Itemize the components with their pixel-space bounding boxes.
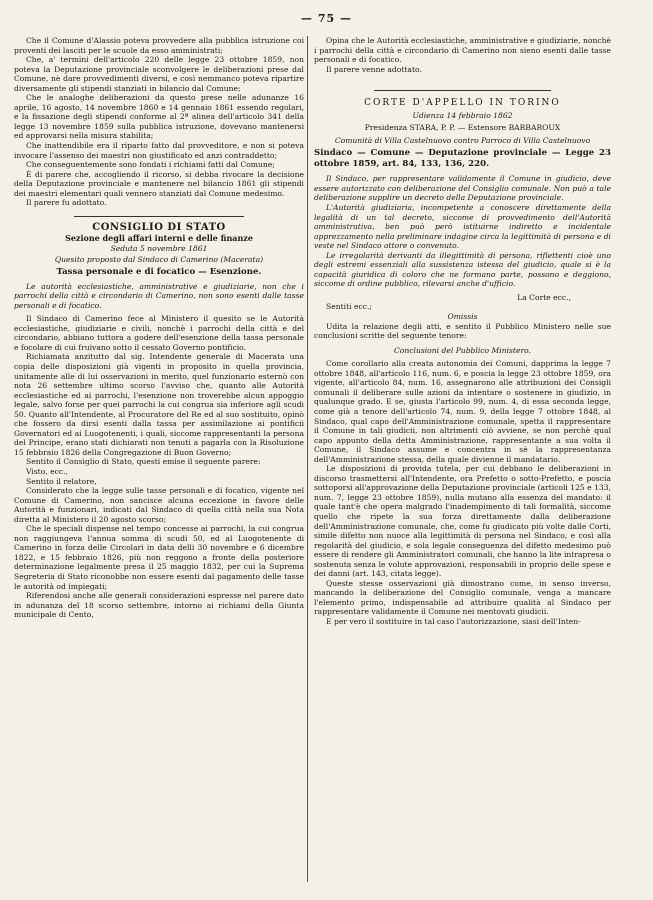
paragraph: Che le analoghe deliberazioni da questo prese nelle adunanze 16 aprile, 16 agosto, 14 novembre 1860 e 14 gennaio 1861 essendo regolari, e la fissazione degli stipendi conforme al 2ª alinea dell'articolo 341 della legge 13 novembre 1859 sulla pubblica istruzione, dovevano mantenersi ed approvarsi nella misura stabilita; [14, 93, 304, 141]
paragraph: Sentito il Consiglio di Stato, questi emise il seguente parere: [26, 457, 261, 467]
omissis: Omissis [447, 312, 478, 322]
maxim: Le irregolarità derivanti da illegittimità di persona, riflettenti cioè uno degli estremi essenziali alla sussistenza istessa del giudicio, quale si è la capacità giuridica di coloro che ne formano parte, possono e deggiono, siccome di ordine pubblico, rilevarsi anche d'ufficio. [314, 250, 611, 289]
paragraph: Le disposizioni di provida tutela, per cui debbano le deliberazioni in discorso trasmettersi all'Intendente, ora Prefetto o sotto-Prefetto, e poscia sottoporsi all'approvazione della Deputazione provinciale (articoli 125 e 133, num. 7, legge 23 ottobre 1859), nulla mutano alla essenza del mandato: il quale tant'è che opera malgrado l'inadempimento di tali formalità, siccome quello che ripete la sua forza direttamente dalla deliberazione dell'Amministrazione comunale, che, come fu giudicato più volte dalle Corti, simile difetto non nuoce alla legittimità di persona nel Sindaco, e così alla regolarità del giudicio, e sola legale conseguenza del difetto medesimo può essere di rendere gli Amministratori comunali, che hanno la lite intrapresa o sostenuta senza le volute approvazioni, responsabili in proprio delle spese e dei danni (art. 143, citata legge). [314, 464, 611, 579]
maxim: Il Sindaco, per rappresentare validamente il Comune in giudicio, deve essere autorizzato con deliberazione del Consiglio comunale. Non può a tale deliberazione supplire un decreto della Deputazione provinciale. [314, 174, 611, 203]
paragraph: È di parere che, accogliendo il ricorso, si debba rivocare la decisione della Deputazione provinciale e mantenere nel bilancio 1861 gli stipendi dei maestri elementari quali vennero stanziati dal Comune medesimo. [14, 169, 304, 198]
paragraph: Che inattendibile era il riparto fatto dal provveditore, e non si poteva invocare l'assenso dei maestri non giustificato ed anzi contraddetto; [14, 141, 304, 160]
section-divider [374, 90, 551, 91]
paragraph: Opina che le Autorità ecclesiastiche, amministrative e giudiziarie, nonchè i parrochi della città e circondario di Camerino non sieno esenti dalle tasse personali e di focatico. [314, 36, 611, 65]
parties-line: Comunità di Villa Castelnuovo contro Parroco di Villa Castelnuovo [334, 135, 591, 145]
paragraph: Sentito il relatore, [26, 476, 97, 486]
column-divider [307, 36, 308, 882]
hearing-date: Udienza 14 febbraio 1862 [412, 110, 513, 120]
conclusions-title: Conclusioni del Pubblico Ministero. [394, 345, 531, 355]
paragraph: Udita la relazione degli atti, e sentito il Pubblico Ministero nelle sue conclusioni scritte del seguente tenore: [314, 321, 611, 341]
paragraph: Il parere venne adottato. [326, 64, 422, 74]
subject-line: Tassa personale e di focatico — Esenzione. [56, 267, 262, 278]
section-heading: CONSIGLIO DI STATO [92, 221, 226, 233]
session-date: Seduta 5 novembre 1861 [110, 243, 208, 253]
paragraph: La Corte ecc., [517, 292, 571, 302]
summary-maxim: Le autorità ecclesiastiche, amministrative e giudiziarie, non che i parrochi della città e circondario di Camerino, non sono esenti dalle tasse personali e di focatico. [14, 281, 304, 310]
paragraph: Sentiti ecc.; [326, 302, 372, 312]
paragraph: Riferendosi anche alle generali considerazioni espresse nel parere dato in adunanza del 18 scorso settembre, intorno ai richiami della Giunta municipale di Cento, [14, 591, 304, 620]
subject-line: Sindaco — Comune — Deputazione provinciale — Legge 23 ottobre 1859, art. 84, 133, 136, 220. [314, 148, 611, 170]
maxim: L'Autorità giudiziaria, incompetente a conoscere direttamente della legalità di un tal decreto, siccome di provvedimento dell'Autorità amministrativa, ben può però istituirne indiretto e incidentale apprezzamento nella preliminare indagine circa la legittimità di persona e di veste nel Sindaco attore o convenuto. [314, 203, 611, 251]
left-column [14, 36, 304, 620]
section-divider [74, 216, 244, 217]
paragraph: Considerato che la legge sulle tasse personali e di focatico, vigente nel Comune di Camerino, non sancisce alcuna eccezione in favore delle Autorità e funzionari, indicati dal Sindaco di quella città nella sua Nota diretta al Ministero il 20 agosto scorso; [14, 486, 304, 524]
section-subheading: Sezione degli affari interni e delle finanze [65, 233, 253, 244]
paragraph: Il parere fu adottato. [26, 198, 107, 208]
question-line: Quesito proposto dal Sindaco di Camerino (Macerata) [54, 255, 264, 265]
presidency-line: Presidenza STARA, P. P. — Estensore BARBAROUX [364, 123, 561, 133]
section-heading: CORTE D'APPELLO IN TORINO [364, 98, 561, 109]
paragraph: Il Sindaco di Camerino fece al Ministero il quesito se le Autorità ecclesiastiche, giudiziarie e civili, nonchè i parrochi della città e del circondario, abbiano tuttora a godere dell'esenzione della tassa personale e focolare di cui fruivano sotto il cessato Governo pontificio. [14, 314, 304, 352]
right-column [314, 36, 611, 627]
paragraph: Che le speciali dispense nel tempo concesse ai parrochi, la cui congrua non raggiungeva l'annua somma di scudi 50, ed al Luogotenente di Camerino in forza delle Circolari in data delli 30 novembre e 6 dicembre 1822, e 15 febbraio 1826, più non reggono a fronte della posteriore determinazione legalmente presa il 25 maggio 1832, per cui la Suprema Segreteria di Stato riconobbe non essere esenti dal pagamento delle tasse le autorità od impiegati; [14, 524, 304, 591]
paragraph: Che, a' termini dell'articolo 220 delle legge 23 ottobre 1859, non poteva la Deputazione provinciale sconvolgere le deliberazioni prese dal Comune, nè dare provvedimenti diversi, e così nemmanco poteva ripartire diversamente gli stipendi stanziati in bilancio dal Comune; [14, 55, 304, 93]
paragraph: Come corollario alla creata autonomia dei Comuni, dapprima la legge 7 ottobre 1848, all'articolo 116, num. 6, e poscia la legge 23 ottobre 1859, ora vigente, all'articolo 84, num. 16, assegnarono alle attribuzioni dei Consigli comunali il deliberare sulle azioni da intentare o sostenere in giudizio, in qualunque grado. E se, giusta l'articolo 99, num. 4, di essa seconda legge, come già a tenore dell'articolo 74, num. 9, della legge 7 ottobre 1848, al Sindaco, qual capo dell'Amministrazione comunale, spetta il rappresentare il Comune in tali giudicii, non altrimenti ciò avviene, se non perchè qual capo appunto della detta Amministrazione, rappresentante a sua volta il Comune, il Sindaco assume e concentra in sè la rappresentanza dell'Amministrazione stessa, della quale divienne il mandatario. [314, 359, 611, 464]
paragraph: Queste stesse osservazioni già dimostrano come, in senso inverso, mancando la deliberazione del Consiglio comunale, venga a mancare l'elemento primo, indispensabile ad attribuire qualità al Sindaco per rappresentare validamente il Comune nei mentovati giudicii. [314, 578, 611, 617]
page-number: — 75 — [301, 12, 352, 25]
paragraph: Visto, ecc., [26, 466, 68, 476]
paragraph: Richiamata anzitutto dal sig. Intendente generale di Macerata una copia delle disposizioni già vigenti in proposito in quella provincia, unitamente alle di lui osservazioni in merito, quel funzionario esternò con nota 26 settembre ultimo scorso l'avviso che, quanto alle Autorità ecclesiastiche ed ai parrochi, l'esenzione non troverebbe alcun appoggio legale, salvo forse per quei parrochi la cui congrua sia inferiore agli scudi 50. Quanto all'Intendente, al Procuratore del Re ed al suo sostituito, opinò che fossero da dirsi esenti dalla tassa per assimilazione ai pontificii Governatori ed ai Luogotenenti, i quali, siccome rappresentanti la persona del Principe, erano stati dichiarati non tenuti a pagarla con la Risoluzione 15 febbraio 1826 della Congregazione di Buon Governo; [14, 352, 304, 457]
paragraph: E per vero il sostituire in tal caso l'autorizzazione, siasi dell'Inten- [326, 616, 581, 626]
paragraph: Che il Comune d'Alassio poteva provvedere alla pubblica istruzione coi proventi dei lasciti per le scuole da esso amministrati; [14, 36, 304, 55]
paragraph: Che conseguentemente sono fondati i richiami fatti dal Comune; [26, 160, 275, 170]
